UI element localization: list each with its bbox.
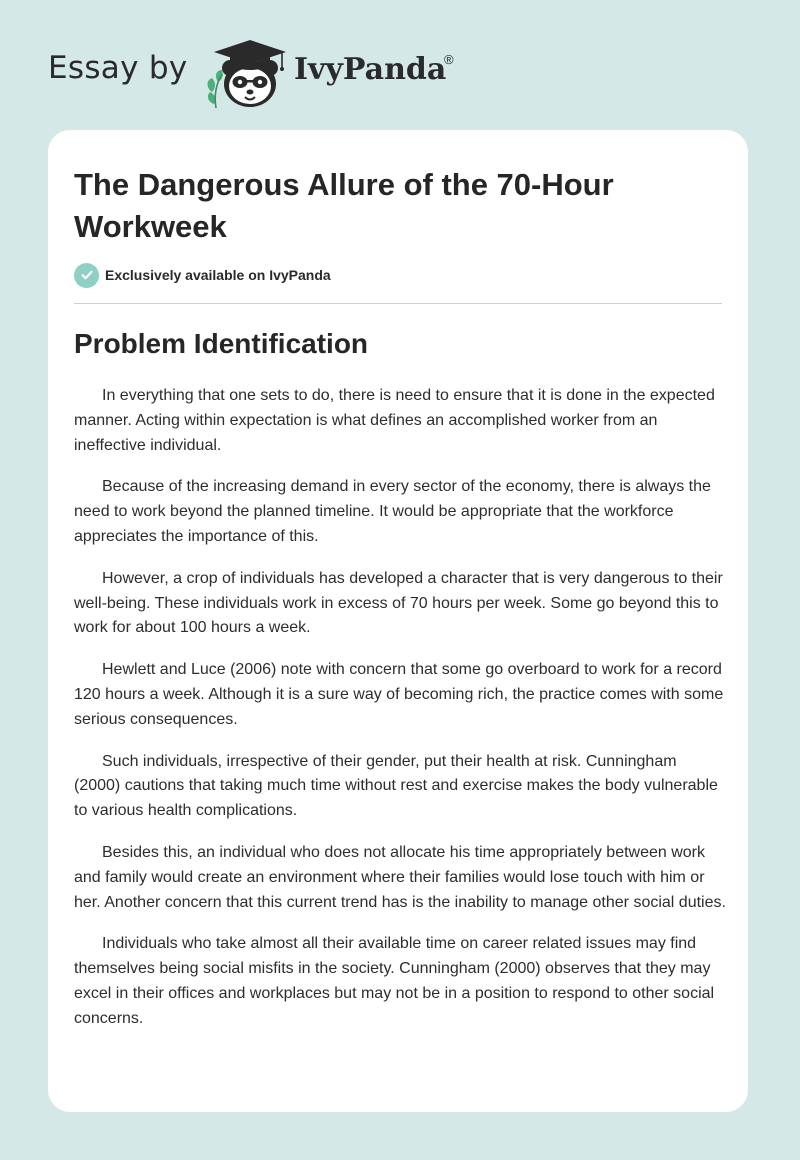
essay-body [74, 384, 726, 1049]
paragraph: Because of the increasing demand in every sector of the economy, there is always the need to work beyond the planned timeline. It would be appropriate that the workforce appreciates the importance of this. [74, 478, 711, 545]
registered-mark: ® [444, 52, 454, 67]
brand-name: IvyPanda [294, 52, 447, 87]
exclusive-label: Exclusively available on IvyPanda [105, 267, 331, 283]
paragraph: Individuals who take almost all their available time on career related issues may find themselves being social misfits in the society. Cunningham (2000) observes that they may excel in their offices and workplaces but may not be in a position to respond to other social concerns. [74, 935, 715, 1027]
section-heading: Problem Identification [74, 328, 369, 359]
paragraph: However, a crop of individuals has developed a character that is very dangerous to their well-being. These individuals work in excess of 70 hours per week. Some go beyond this to work for about 100 hours a week. [74, 569, 723, 637]
essay-card [48, 130, 748, 1112]
paragraph: In everything that one sets to do, there is need to ensure that it is done in the expected manner. Acting within expectation is what defines an accomplished worker from an ineffective individual. [74, 387, 715, 454]
paragraph: Such individuals, irrespective of their gender, put their health at risk. Cunningham (2000) cautions that taking much time without rest and exercise makes the body vulnerable to various health complications. [74, 752, 718, 820]
panda-graduate-logo-icon [202, 34, 290, 110]
check-circle-icon [74, 263, 99, 288]
exclusive-badge [74, 262, 331, 288]
brand-header[interactable] [48, 34, 548, 110]
paragraph: Hewlett and Luce (2006) note with concern that some go overboard to work for a record 120 hours a week. Although it is a sure way of becoming rich, the practice comes with some serious consequences. [74, 661, 724, 728]
divider [74, 303, 722, 304]
paragraph: Besides this, an individual who does not allocate his time appropriately between work and family would create an environment where their families would lose touch with him or her. Another concern that this current trend has is the inability to manage other social duties. [74, 843, 726, 911]
essay-title: The Dangerous Allure of the 70-Hour Workweek [74, 167, 614, 244]
brand-prefix: Essay by [48, 50, 188, 86]
